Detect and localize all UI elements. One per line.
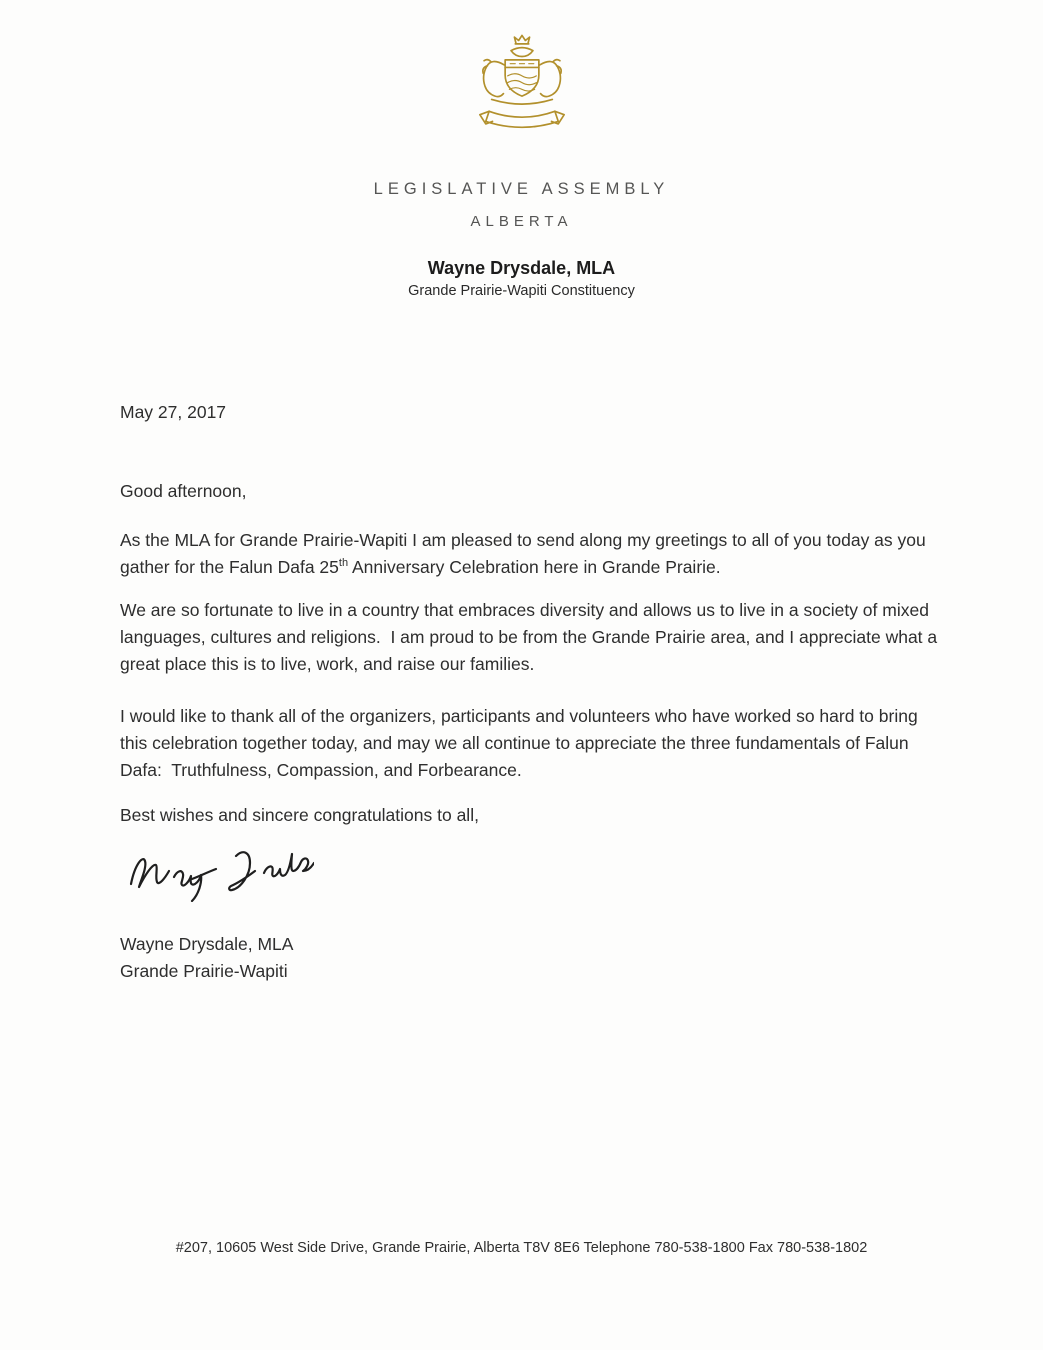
paragraph-1-ordinal-suffix: th (338, 557, 349, 570)
signature-name: Wayne Drysdale, MLA (120, 934, 294, 954)
letterhead-constituency: Grande Prairie-Wapiti Constituency (408, 283, 635, 299)
signature-handwriting (124, 844, 314, 902)
letter-date: May 27, 2017 (120, 402, 227, 422)
letter-paragraph-1 (120, 527, 935, 581)
letter-salutation: Good afternoon, (120, 481, 247, 501)
signature-block (120, 931, 293, 985)
signature-constituency: Grande Prairie-Wapiti (120, 961, 288, 981)
letter-paragraph-3: I would like to thank all of the organizers, participants and volunteers who have worked so hard to bring this celebration together today, and may we all continue to appreciate the three fundamentals of Falun Dafa: Truthfulness, Compassion, and Forbearance. (120, 706, 918, 780)
letterhead-assembly: LEGISLATIVE ASSEMBLY (373, 180, 670, 198)
alberta-coat-of-arms-icon (463, 26, 581, 146)
letter-paragraph-2: We are so fortunate to live in a country that embraces diversity and allows us to live in a society of mixed languages, cultures and religions. I am proud to be from the Grande Prairie area, and I appreciate what a great place this is to live, work, and raise our families. (120, 600, 938, 674)
paragraph-1-text-continued: Anniversary Celebration here in Grande Prairie. (348, 557, 721, 577)
paragraph-1-text: As the MLA for Grande Prairie-Wapiti I am pleased to send along my greetings to all of you today as you gather for the Falun Dafa 25 (120, 530, 926, 577)
letter-closing: Best wishes and sincere congratulations to all, (120, 805, 479, 825)
letterhead-member-name: Wayne Drysdale, MLA (427, 258, 616, 278)
letterhead-alberta: ALBERTA (470, 213, 573, 230)
footer-address: #207, 10605 West Side Drive, Grande Prairie, Alberta T8V 8E6 Telephone 780-538-1800 Fax 780-538-1802 (175, 1240, 868, 1256)
